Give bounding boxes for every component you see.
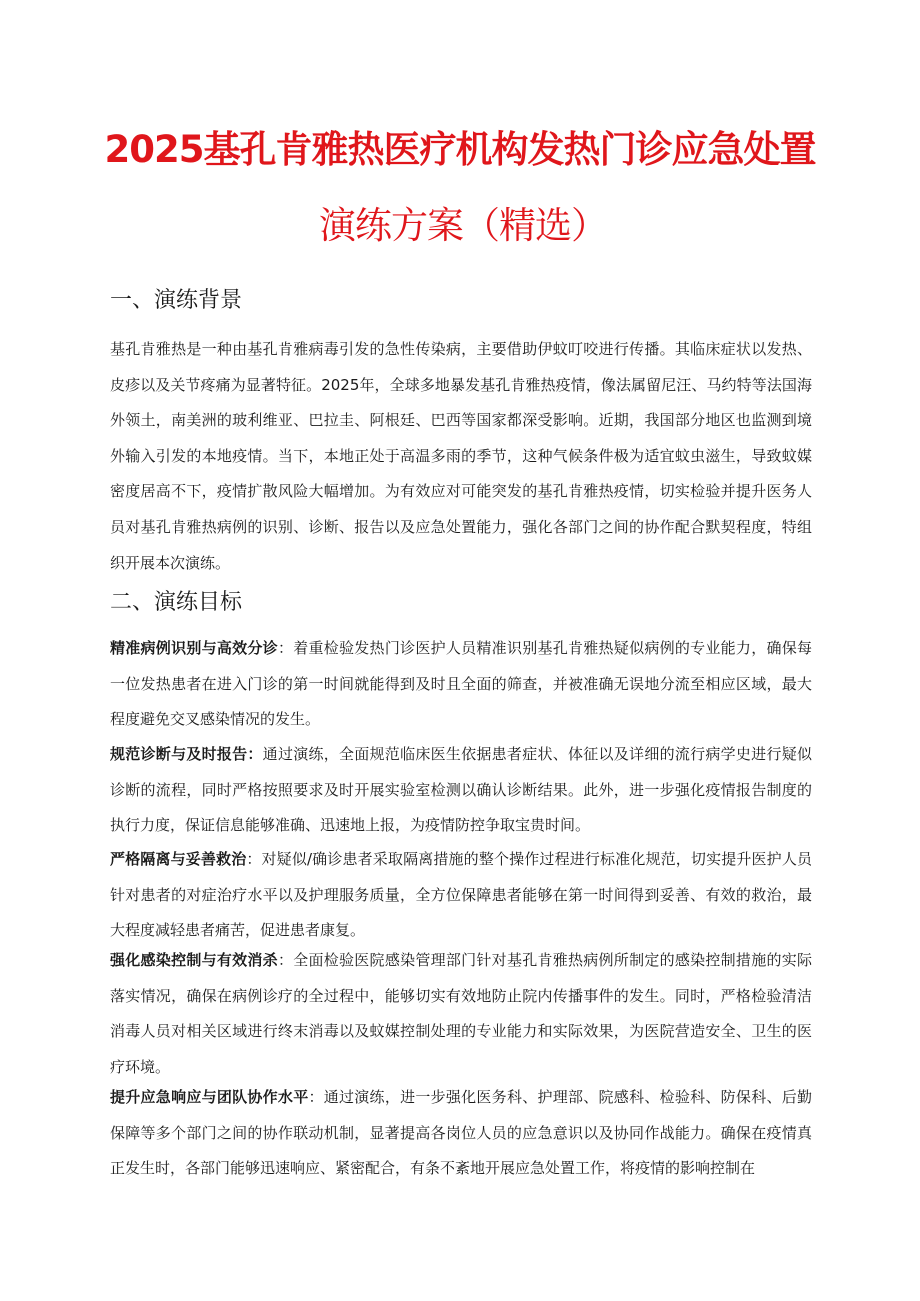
background-paragraph: 基孔肯雅热是一种由基孔肯雅病毒引发的急性传染病，主要借助伊蚊叮咬进行传播。其临床症状以发热、皮疹以及关节疼痛为显著特征。2025年，全球多地暴发基孔肯雅热疫情，像法属留尼汪、马约特等法国海外领土，南美洲的玻利维亚、巴拉圭、阿根廷、巴西等国家都深受影响。近期，我国部分地区也监测到境外输入引发的本地疫情。当下，本地正处于高温多雨的季节，这种气候条件极为适宜蚊虫滋生，导致蚊媒密度居高不下，疫情扩散风险大幅增加。为有效应对可能突发的基孔肯雅热疫情，切实检验并提升医务人员对基孔肯雅热病例的识别、诊断、报告以及应急处置能力，强化各部门之间的协作配合默契程度，特组织开展本次演练。 [110, 340, 812, 572]
goal-paragraph [110, 631, 812, 738]
goal-separator: ： [308, 1088, 324, 1106]
goal-paragraph [110, 842, 812, 949]
document-title-line-1: 2025基孔肯雅热医疗机构发热门诊应急处置 [104, 128, 816, 171]
goal-separator: ： [277, 951, 294, 969]
goal-paragraph [110, 1080, 812, 1187]
goal-label: 强化感染控制与有效消杀 [110, 951, 278, 969]
goal-separator: ： [246, 850, 262, 868]
goal-text: 通过演练，进一步强化医务科、护理部、院感科、检验科、防保科、后勤保障等多个部门之间的协作联动机制，显著提高各岗位人员的应急意识以及协同作战能力。确保在疫情真正发生时，各部门能够迅速响应、紧密配合，有条不紊地开展应急处置工作，将疫情的影响控制在 [110, 1088, 812, 1178]
document-title-line-2: 演练方案（精选） [319, 204, 607, 247]
goal-label: 提升应急响应与团队协作水平 [110, 1088, 309, 1106]
goal-text: 全面检验医院感染管理部门针对基孔肯雅热病例所制定的感染控制措施的实际落实情况，确保在病例诊疗的全过程中，能够切实有效地防止院内传播事件的发生。同时，严格检验清洁消毒人员对相关区域进行终末消毒以及蚊媒控制处理的专业能力和实际效果，为医院营造安全、卫生的医疗环境。 [110, 951, 812, 1076]
goal-paragraph [110, 943, 812, 1085]
section-heading-background: 一、演练背景 [110, 288, 243, 313]
goal-separator: ： [277, 639, 294, 657]
goal-label: 严格隔离与妥善救治 [110, 850, 247, 868]
section-heading-goals: 二、演练目标 [110, 590, 243, 615]
goal-text: 着重检验发热门诊医护人员精准识别基孔肯雅热疑似病例的专业能力，确保每一位发热患者在进入门诊的第一时间就能得到及时且全面的筛查，并被准确无误地分流至相应区域，最大程度避免交叉感染情况的发生。 [110, 639, 812, 729]
goal-paragraph [110, 737, 812, 844]
goal-text: 通过演练，全面规范临床医生依据患者症状、体征以及详细的流行病学史进行疑似诊断的流程，同时严格按照要求及时开展实验室检测以确认诊断结果。此外，进一步强化疫情报告制度的执行力度，保证信息能够准确、迅速地上报，为疫情防控争取宝贵时间。 [110, 745, 812, 835]
goal-text: 对疑似/确诊患者采取隔离措施的整个操作过程进行标准化规范，切实提升医护人员针对患者的对症治疗水平以及护理服务质量，全方位保障患者能够在第一时间得到妥善、有效的救治，最大程度减轻患者痛苦，促进患者康复。 [110, 850, 812, 940]
goal-label: 精准病例识别与高效分诊 [110, 639, 278, 657]
goal-label: 规范诊断与及时报告： [110, 745, 263, 763]
